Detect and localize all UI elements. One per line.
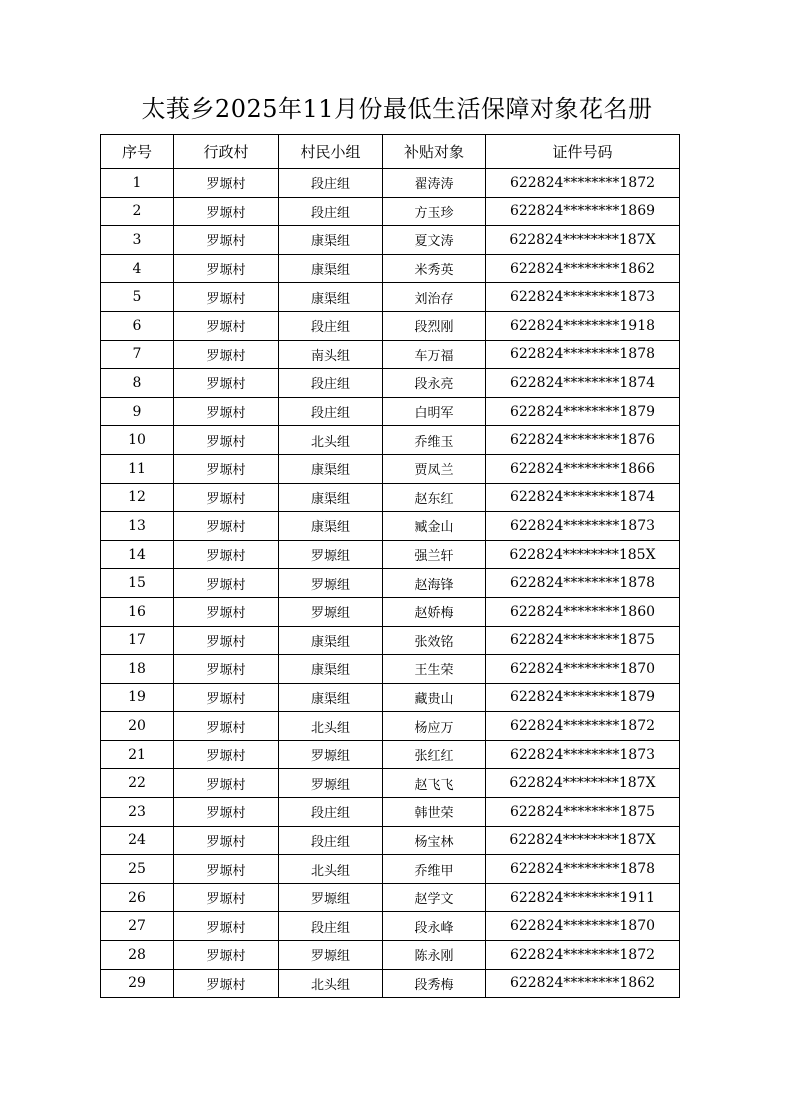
village-cell: 罗塬村 bbox=[174, 426, 279, 455]
serial-number-cell: 21 bbox=[101, 740, 174, 769]
village-cell: 罗塬村 bbox=[174, 969, 279, 998]
serial-number-cell: 12 bbox=[101, 483, 174, 512]
id-number-cell: 622824********1879 bbox=[486, 683, 680, 712]
roster-table bbox=[100, 134, 680, 998]
id-number-cell: 622824********1872 bbox=[486, 712, 680, 741]
villager-group-cell: 罗塬组 bbox=[279, 883, 383, 912]
village-cell: 罗塬村 bbox=[174, 197, 279, 226]
table-row bbox=[101, 798, 680, 827]
recipient-name-cell: 刘治存 bbox=[383, 283, 486, 312]
recipient-name-cell: 白明军 bbox=[383, 397, 486, 426]
villager-group-cell: 段庄组 bbox=[279, 311, 383, 340]
id-number-cell: 622824********1860 bbox=[486, 597, 680, 626]
village-cell: 罗塬村 bbox=[174, 655, 279, 684]
recipient-name-cell: 藏贵山 bbox=[383, 683, 486, 712]
serial-number-cell: 1 bbox=[101, 169, 174, 198]
serial-number-cell: 19 bbox=[101, 683, 174, 712]
id-number-cell: 622824********1879 bbox=[486, 397, 680, 426]
table-row bbox=[101, 369, 680, 398]
villager-group-cell: 康渠组 bbox=[279, 226, 383, 255]
recipient-name-cell: 强兰轩 bbox=[383, 540, 486, 569]
villager-group-cell: 罗塬组 bbox=[279, 941, 383, 970]
serial-number-cell: 2 bbox=[101, 197, 174, 226]
village-cell: 罗塬村 bbox=[174, 883, 279, 912]
table-row bbox=[101, 483, 680, 512]
recipient-name-cell: 张红红 bbox=[383, 740, 486, 769]
id-number-cell: 622824********185X bbox=[486, 540, 680, 569]
villager-group-cell: 罗塬组 bbox=[279, 597, 383, 626]
village-cell: 罗塬村 bbox=[174, 626, 279, 655]
recipient-name-cell: 杨应万 bbox=[383, 712, 486, 741]
header-id-number: 证件号码 bbox=[486, 135, 680, 169]
recipient-name-cell: 赵学文 bbox=[383, 883, 486, 912]
recipient-name-cell: 方玉珍 bbox=[383, 197, 486, 226]
table-row bbox=[101, 826, 680, 855]
recipient-name-cell: 段烈刚 bbox=[383, 311, 486, 340]
recipient-name-cell: 段秀梅 bbox=[383, 969, 486, 998]
villager-group-cell: 康渠组 bbox=[279, 512, 383, 541]
id-number-cell: 622824********1874 bbox=[486, 483, 680, 512]
village-cell: 罗塬村 bbox=[174, 855, 279, 884]
village-cell: 罗塬村 bbox=[174, 912, 279, 941]
villager-group-cell: 康渠组 bbox=[279, 483, 383, 512]
village-cell: 罗塬村 bbox=[174, 169, 279, 198]
id-number-cell: 622824********1876 bbox=[486, 426, 680, 455]
id-number-cell: 622824********1862 bbox=[486, 254, 680, 283]
villager-group-cell: 段庄组 bbox=[279, 798, 383, 827]
table-row bbox=[101, 597, 680, 626]
id-number-cell: 622824********1918 bbox=[486, 311, 680, 340]
villager-group-cell: 段庄组 bbox=[279, 169, 383, 198]
recipient-name-cell: 赵东红 bbox=[383, 483, 486, 512]
villager-group-cell: 康渠组 bbox=[279, 655, 383, 684]
serial-number-cell: 4 bbox=[101, 254, 174, 283]
id-number-cell: 622824********1869 bbox=[486, 197, 680, 226]
id-number-cell: 622824********1872 bbox=[486, 941, 680, 970]
villager-group-cell: 段庄组 bbox=[279, 912, 383, 941]
table-row bbox=[101, 569, 680, 598]
table-row bbox=[101, 883, 680, 912]
village-cell: 罗塬村 bbox=[174, 226, 279, 255]
id-number-cell: 622824********187X bbox=[486, 769, 680, 798]
table-row bbox=[101, 169, 680, 198]
id-number-cell: 622824********1873 bbox=[486, 283, 680, 312]
serial-number-cell: 25 bbox=[101, 855, 174, 884]
villager-group-cell: 罗塬组 bbox=[279, 540, 383, 569]
table-row bbox=[101, 655, 680, 684]
recipient-name-cell: 翟涛涛 bbox=[383, 169, 486, 198]
table-row bbox=[101, 941, 680, 970]
id-number-cell: 622824********1873 bbox=[486, 740, 680, 769]
id-number-cell: 622824********1870 bbox=[486, 655, 680, 684]
village-cell: 罗塬村 bbox=[174, 769, 279, 798]
village-cell: 罗塬村 bbox=[174, 540, 279, 569]
table-row bbox=[101, 512, 680, 541]
id-number-cell: 622824********1878 bbox=[486, 855, 680, 884]
recipient-name-cell: 韩世荣 bbox=[383, 798, 486, 827]
serial-number-cell: 27 bbox=[101, 912, 174, 941]
serial-number-cell: 18 bbox=[101, 655, 174, 684]
village-cell: 罗塬村 bbox=[174, 512, 279, 541]
village-cell: 罗塬村 bbox=[174, 798, 279, 827]
recipient-name-cell: 杨宝林 bbox=[383, 826, 486, 855]
villager-group-cell: 北头组 bbox=[279, 712, 383, 741]
table-row bbox=[101, 712, 680, 741]
id-number-cell: 622824********187X bbox=[486, 226, 680, 255]
village-cell: 罗塬村 bbox=[174, 454, 279, 483]
recipient-name-cell: 臧金山 bbox=[383, 512, 486, 541]
serial-number-cell: 9 bbox=[101, 397, 174, 426]
villager-group-cell: 段庄组 bbox=[279, 397, 383, 426]
serial-number-cell: 24 bbox=[101, 826, 174, 855]
table-row bbox=[101, 740, 680, 769]
table-row bbox=[101, 283, 680, 312]
table-row bbox=[101, 769, 680, 798]
id-number-cell: 622824********1875 bbox=[486, 798, 680, 827]
recipient-name-cell: 陈永刚 bbox=[383, 941, 486, 970]
village-cell: 罗塬村 bbox=[174, 283, 279, 312]
table-row bbox=[101, 340, 680, 369]
recipient-name-cell: 夏文涛 bbox=[383, 226, 486, 255]
serial-number-cell: 6 bbox=[101, 311, 174, 340]
villager-group-cell: 南头组 bbox=[279, 340, 383, 369]
serial-number-cell: 29 bbox=[101, 969, 174, 998]
serial-number-cell: 28 bbox=[101, 941, 174, 970]
serial-number-cell: 10 bbox=[101, 426, 174, 455]
table-row bbox=[101, 969, 680, 998]
villager-group-cell: 罗塬组 bbox=[279, 569, 383, 598]
header-villager-group: 村民小组 bbox=[279, 135, 383, 169]
recipient-name-cell: 段永亮 bbox=[383, 369, 486, 398]
serial-number-cell: 15 bbox=[101, 569, 174, 598]
village-cell: 罗塬村 bbox=[174, 740, 279, 769]
id-number-cell: 622824********1870 bbox=[486, 912, 680, 941]
serial-number-cell: 16 bbox=[101, 597, 174, 626]
table-row bbox=[101, 540, 680, 569]
recipient-name-cell: 张效铭 bbox=[383, 626, 486, 655]
table-row bbox=[101, 426, 680, 455]
village-cell: 罗塬村 bbox=[174, 311, 279, 340]
villager-group-cell: 段庄组 bbox=[279, 197, 383, 226]
serial-number-cell: 14 bbox=[101, 540, 174, 569]
table-row bbox=[101, 855, 680, 884]
serial-number-cell: 17 bbox=[101, 626, 174, 655]
table-row bbox=[101, 454, 680, 483]
id-number-cell: 622824********187X bbox=[486, 826, 680, 855]
village-cell: 罗塬村 bbox=[174, 683, 279, 712]
serial-number-cell: 23 bbox=[101, 798, 174, 827]
id-number-cell: 622824********1911 bbox=[486, 883, 680, 912]
page-title: 太莪乡2025年11月份最低生活保障对象花名册 bbox=[141, 95, 653, 123]
serial-number-cell: 7 bbox=[101, 340, 174, 369]
table-row bbox=[101, 254, 680, 283]
village-cell: 罗塬村 bbox=[174, 597, 279, 626]
villager-group-cell: 康渠组 bbox=[279, 683, 383, 712]
serial-number-cell: 22 bbox=[101, 769, 174, 798]
table-row bbox=[101, 197, 680, 226]
village-cell: 罗塬村 bbox=[174, 712, 279, 741]
header-row bbox=[101, 135, 680, 169]
villager-group-cell: 北头组 bbox=[279, 855, 383, 884]
id-number-cell: 622824********1862 bbox=[486, 969, 680, 998]
serial-number-cell: 5 bbox=[101, 283, 174, 312]
id-number-cell: 622824********1875 bbox=[486, 626, 680, 655]
villager-group-cell: 罗塬组 bbox=[279, 740, 383, 769]
header-recipient: 补贴对象 bbox=[383, 135, 486, 169]
recipient-name-cell: 车万福 bbox=[383, 340, 486, 369]
header-serial-number: 序号 bbox=[101, 135, 174, 169]
header-village: 行政村 bbox=[174, 135, 279, 169]
village-cell: 罗塬村 bbox=[174, 254, 279, 283]
id-number-cell: 622824********1878 bbox=[486, 340, 680, 369]
villager-group-cell: 段庄组 bbox=[279, 369, 383, 398]
serial-number-cell: 26 bbox=[101, 883, 174, 912]
village-cell: 罗塬村 bbox=[174, 941, 279, 970]
serial-number-cell: 8 bbox=[101, 369, 174, 398]
recipient-name-cell: 赵娇梅 bbox=[383, 597, 486, 626]
table-row bbox=[101, 397, 680, 426]
recipient-name-cell: 赵海锋 bbox=[383, 569, 486, 598]
table-row bbox=[101, 626, 680, 655]
villager-group-cell: 北头组 bbox=[279, 426, 383, 455]
recipient-name-cell: 贾凤兰 bbox=[383, 454, 486, 483]
recipient-name-cell: 段永峰 bbox=[383, 912, 486, 941]
villager-group-cell: 康渠组 bbox=[279, 254, 383, 283]
village-cell: 罗塬村 bbox=[174, 340, 279, 369]
roster-body bbox=[101, 169, 680, 998]
village-cell: 罗塬村 bbox=[174, 369, 279, 398]
recipient-name-cell: 乔维玉 bbox=[383, 426, 486, 455]
villager-group-cell: 康渠组 bbox=[279, 454, 383, 483]
table-row bbox=[101, 311, 680, 340]
id-number-cell: 622824********1872 bbox=[486, 169, 680, 198]
villager-group-cell: 罗塬组 bbox=[279, 769, 383, 798]
id-number-cell: 622824********1873 bbox=[486, 512, 680, 541]
villager-group-cell: 康渠组 bbox=[279, 626, 383, 655]
recipient-name-cell: 米秀英 bbox=[383, 254, 486, 283]
village-cell: 罗塬村 bbox=[174, 569, 279, 598]
id-number-cell: 622824********1878 bbox=[486, 569, 680, 598]
recipient-name-cell: 赵飞飞 bbox=[383, 769, 486, 798]
table-row bbox=[101, 226, 680, 255]
id-number-cell: 622824********1866 bbox=[486, 454, 680, 483]
village-cell: 罗塬村 bbox=[174, 826, 279, 855]
serial-number-cell: 20 bbox=[101, 712, 174, 741]
serial-number-cell: 11 bbox=[101, 454, 174, 483]
recipient-name-cell: 乔维甲 bbox=[383, 855, 486, 884]
village-cell: 罗塬村 bbox=[174, 397, 279, 426]
serial-number-cell: 13 bbox=[101, 512, 174, 541]
serial-number-cell: 3 bbox=[101, 226, 174, 255]
table-row bbox=[101, 683, 680, 712]
table-row bbox=[101, 912, 680, 941]
id-number-cell: 622824********1874 bbox=[486, 369, 680, 398]
village-cell: 罗塬村 bbox=[174, 483, 279, 512]
villager-group-cell: 段庄组 bbox=[279, 826, 383, 855]
recipient-name-cell: 王生荣 bbox=[383, 655, 486, 684]
villager-group-cell: 康渠组 bbox=[279, 283, 383, 312]
villager-group-cell: 北头组 bbox=[279, 969, 383, 998]
